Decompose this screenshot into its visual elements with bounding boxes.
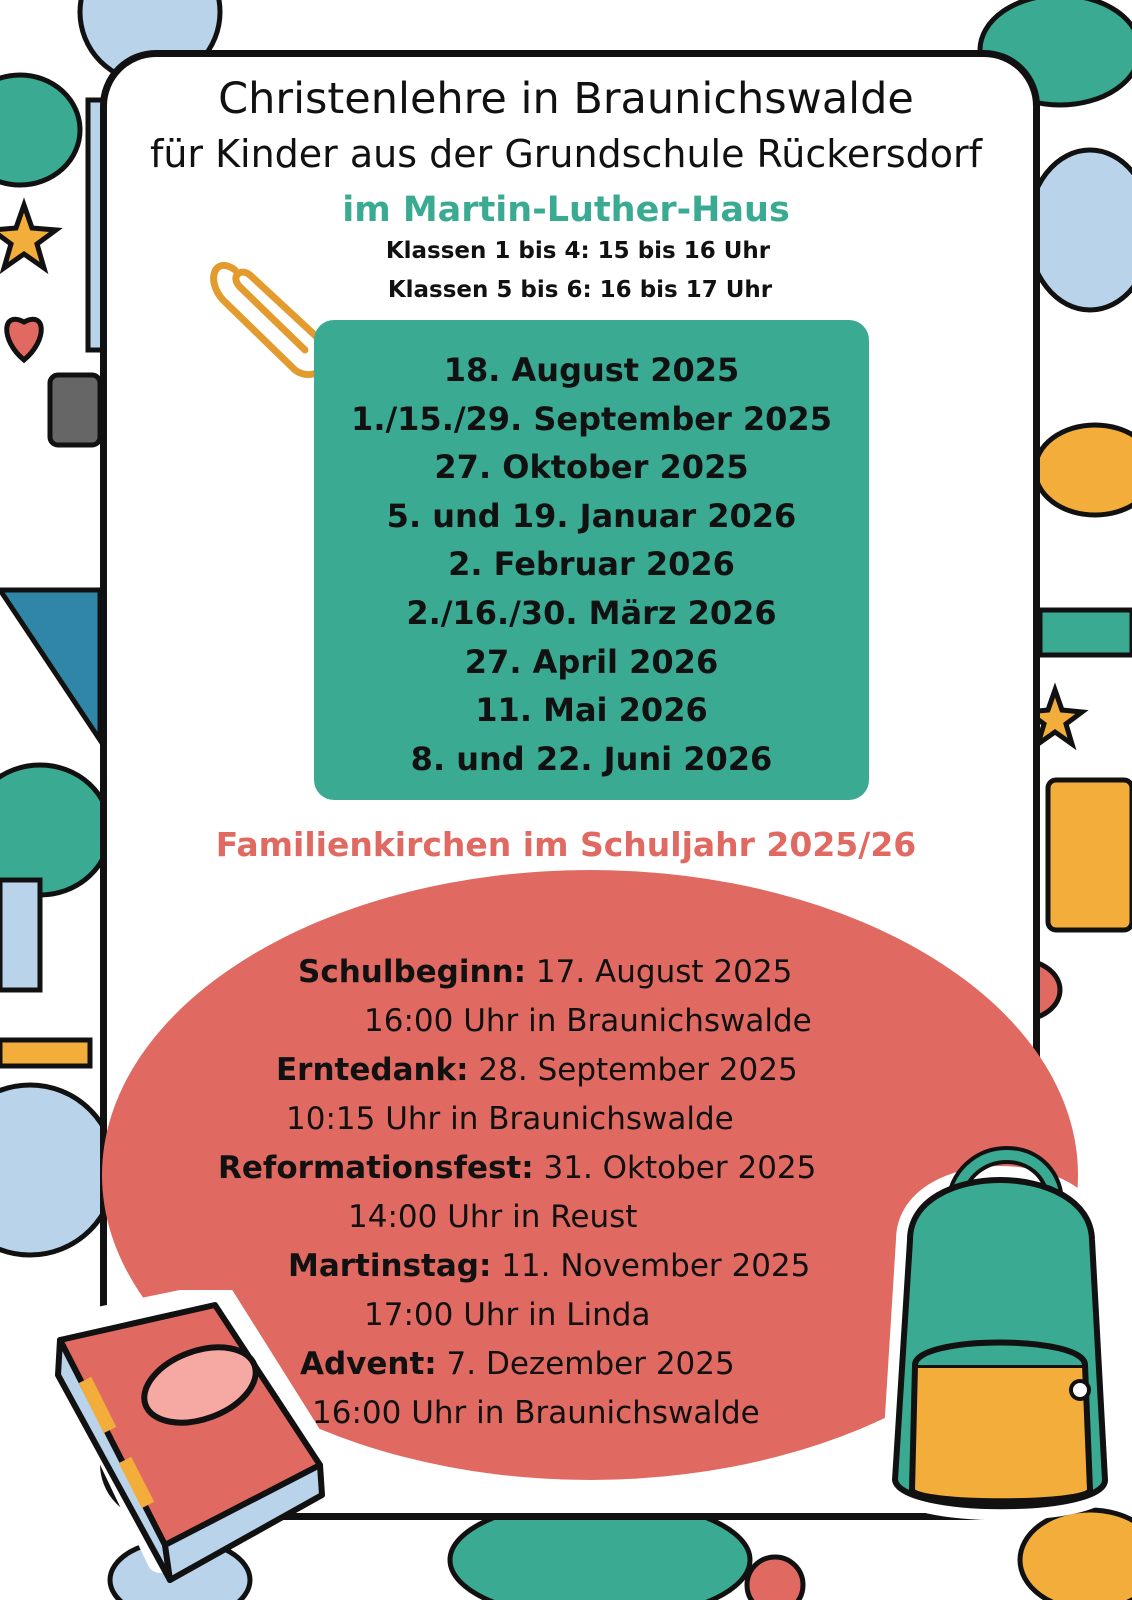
- event-label: Schulbeginn:: [298, 954, 527, 990]
- event-advent: [300, 1346, 735, 1382]
- event-label: Advent:: [300, 1346, 437, 1382]
- backpack-icon: [870, 1120, 1132, 1530]
- date-item: 2./16./30. März 2026: [406, 593, 777, 632]
- event-label: Reformationsfest:: [218, 1150, 534, 1186]
- event-reformationsfest: [218, 1150, 816, 1186]
- event-schulbeginn: [298, 954, 792, 990]
- page-title: Christenlehre in Braunichswalde: [218, 74, 914, 124]
- class-time-1-4: Klassen 1 bis 4: 15 bis 16 Uhr: [385, 238, 771, 264]
- event-detail: 16:00 Uhr in Braunichswalde: [364, 1003, 812, 1039]
- event-martinstag: [288, 1248, 810, 1284]
- class-time-5-6: Klassen 5 bis 6: 16 bis 17 Uhr: [387, 277, 773, 303]
- dates-list: [314, 346, 869, 783]
- date-item: 27. Oktober 2025: [434, 448, 749, 487]
- event-detail: 17:00 Uhr in Linda: [364, 1297, 651, 1333]
- date-item: 8. und 22. Juni 2026: [410, 739, 773, 778]
- date-item: 2. Februar 2026: [448, 545, 735, 584]
- date-item: 27. April 2026: [464, 642, 719, 681]
- page-subtitle: für Kinder aus der Grundschule Rückersdorf: [149, 132, 983, 176]
- event-date: 17. August 2025: [526, 954, 793, 990]
- book-icon: [30, 1290, 350, 1590]
- event-date: 7. Dezember 2025: [436, 1346, 735, 1382]
- venue-label: im Martin-Luther-Haus: [342, 190, 790, 230]
- event-date: 31. Oktober 2025: [533, 1150, 817, 1186]
- event-detail: 16:00 Uhr in Braunichswalde: [312, 1395, 760, 1431]
- date-item: 18. August 2025: [443, 351, 740, 389]
- event-date: 28. September 2025: [468, 1052, 798, 1088]
- event-erntedank: [276, 1052, 798, 1088]
- date-item: 1./15./29. September 2025: [351, 399, 832, 438]
- event-label: Martinstag:: [288, 1248, 492, 1284]
- event-detail: 10:15 Uhr in Braunichswalde: [286, 1101, 734, 1137]
- event-date: 11. November 2025: [491, 1248, 811, 1284]
- event-detail: 14:00 Uhr in Reust: [348, 1199, 638, 1235]
- date-item: 5. und 19. Januar 2026: [386, 496, 797, 535]
- family-church-heading: Familienkirchen im Schuljahr 2025/26: [215, 825, 917, 864]
- date-item: 11. Mai 2026: [475, 691, 708, 730]
- event-label: Erntedank:: [276, 1052, 469, 1088]
